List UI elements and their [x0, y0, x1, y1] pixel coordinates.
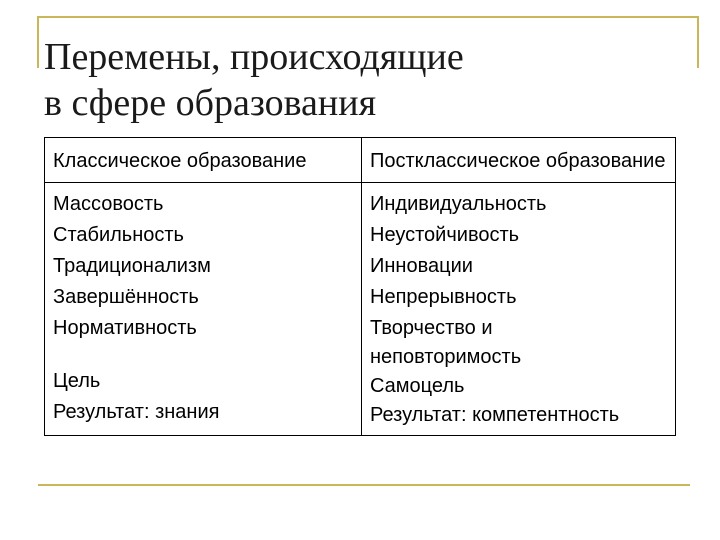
result-label-classical: Результат: знания [53, 401, 220, 423]
list-item: Нормативность [53, 317, 197, 339]
table-body-row [45, 183, 676, 436]
list-item: Индивидуальность [370, 193, 547, 215]
header-classical: Классическое образование [45, 138, 362, 183]
list-item-wrapped-part-1: Творчество и [370, 317, 493, 339]
goal-label-classical: Цель [53, 370, 101, 392]
list-item: Завершённость [53, 286, 199, 308]
table-header-row [45, 138, 676, 183]
list-item: Массовость [53, 193, 164, 215]
result-label-postclassical: Результат: компетентность [370, 404, 620, 426]
decor-right-line [697, 16, 699, 68]
decor-left-line [37, 16, 39, 68]
list-item: Стабильность [53, 224, 184, 246]
list-item: Неустойчивость [370, 224, 520, 246]
decor-bottom-line [38, 484, 690, 486]
list-item-wrapped-part-2: неповторимость [370, 346, 522, 368]
list-item: Инновации [370, 255, 473, 277]
slide-title-line-1: Перемены, происходящие [44, 36, 464, 78]
postclassical-features-cell [362, 183, 676, 436]
slide-title [44, 34, 684, 126]
decor-top-line [38, 16, 698, 18]
list-item: Непрерывность [370, 286, 517, 308]
classical-features-cell [45, 183, 362, 436]
comparison-table [44, 137, 676, 436]
goal-label-postclassical: Самоцель [370, 375, 465, 397]
list-item: Традиционализм [53, 255, 211, 277]
spacer [53, 344, 353, 366]
slide-title-line-2: в сфере образования [44, 82, 377, 124]
header-postclassical: Постклассическое образование [362, 138, 676, 183]
